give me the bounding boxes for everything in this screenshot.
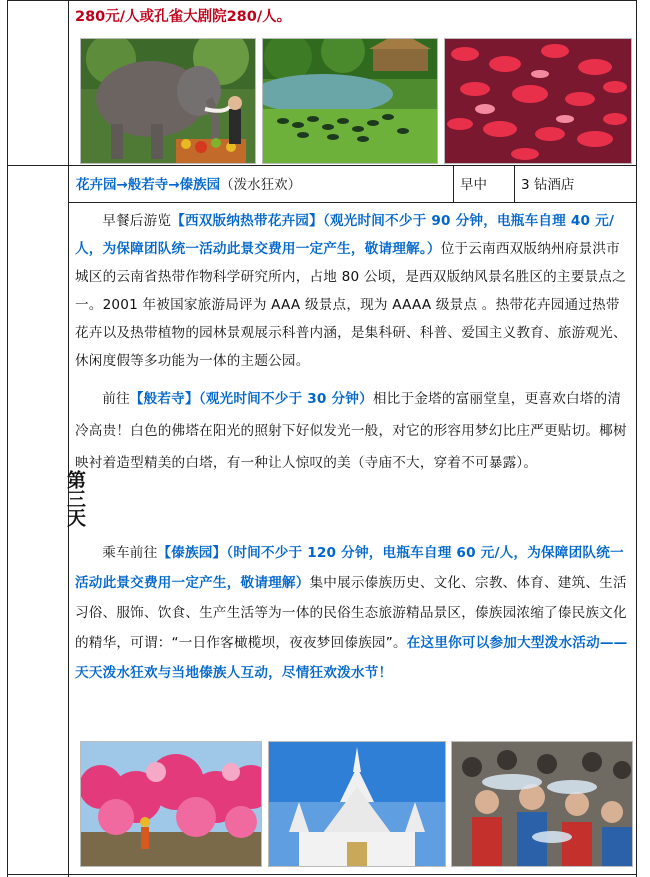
paragraph-dai-park [75,538,631,688]
white-pagoda-photo [268,741,446,867]
day-label: 第三天 [64,470,86,527]
elephant-photo [80,38,256,164]
meals-cell: 早中 [460,177,487,193]
para3-highlight: 在这里你可以参加大型泼水活动——天天泼水狂欢与当地傣族人互动，尽情狂欢泼水节！ [75,635,628,681]
route-arrow-2: → [168,177,180,193]
bougainvillea-photo [80,741,262,867]
top-price-text: 280元/人或孔雀大剧院280/人。 [75,9,292,25]
para3-body: 集中展示傣族历史、文化、宗教、体育、建筑、生活习俗、服饰、饮食、生产生活等为一体的民俗生态旅游精品景区，傣族园浓缩了傣民族文化的精华，可谓：“一日作客橄榄坝，夜夜梦回傣族园”。 [75,575,627,651]
paragraph-flower-garden [75,207,631,375]
hotel-cell: 3 钻酒店 [521,177,575,193]
para2-body: 相比于金塔的富丽堂皇，更喜欢白塔的清冷高贵！白色的佛塔在阳光的照射下好似发光一般，对它的形容用梦幻比庄严更贴切。椰树映衬着造型精美的白塔，有一种让人惊叹的美（寺庙不大，穿着不可暴露）。 [75,391,627,471]
water-festival-photo [451,741,633,867]
route-arrow-1: → [116,177,128,193]
red-fish-photo [444,38,632,164]
para1-bracket: 【西双版纳热带花卉园】（观光时间不少于 90 分钟，电瓶车自理 40 元/人，为保障团队统一活动此景交费用一定产生，敬请理解。） [75,213,615,257]
route-stop-2: 般若寺 [127,177,169,193]
peacock-park-photo [262,38,438,164]
route-stop-3: 傣族园 [179,177,221,193]
para2-bracket: 【般若寺】（观光时间不少于 30 分钟） [129,391,373,407]
itinerary-table [7,0,637,877]
para1-lead: 早餐后游览 [102,213,172,229]
route-stop-1: 花卉园 [76,177,117,193]
paragraph-temple [75,383,631,479]
route-note: （泼水狂欢） [220,177,302,193]
para1-body: 位于云南西双版纳州府景洪市城区的云南省热带作物科学研究所内，占地 80 公顷，是西双版纳风景名胜区的主要景点之一。2001 年被国家旅游局评为 AAA 级景点，现为 AAAA 级景点 。热带花卉园通过热带花卉以及热带植物的园林景观展示科普内涵，是集科研、科普、爱国主义教育、旅游观光、休闲度假等多功能为一体的主题公园。 [75,241,627,369]
route-cell [76,172,301,198]
para3-lead: 乘车前往 [102,545,158,561]
para2-lead: 前往 [102,391,130,407]
para3-bracket: 【傣族园】（时间不少于 120 分钟，电瓶车自理 60 元/人，为保障团队统一活动此景交费用一定产生，敬请理解） [75,545,624,591]
